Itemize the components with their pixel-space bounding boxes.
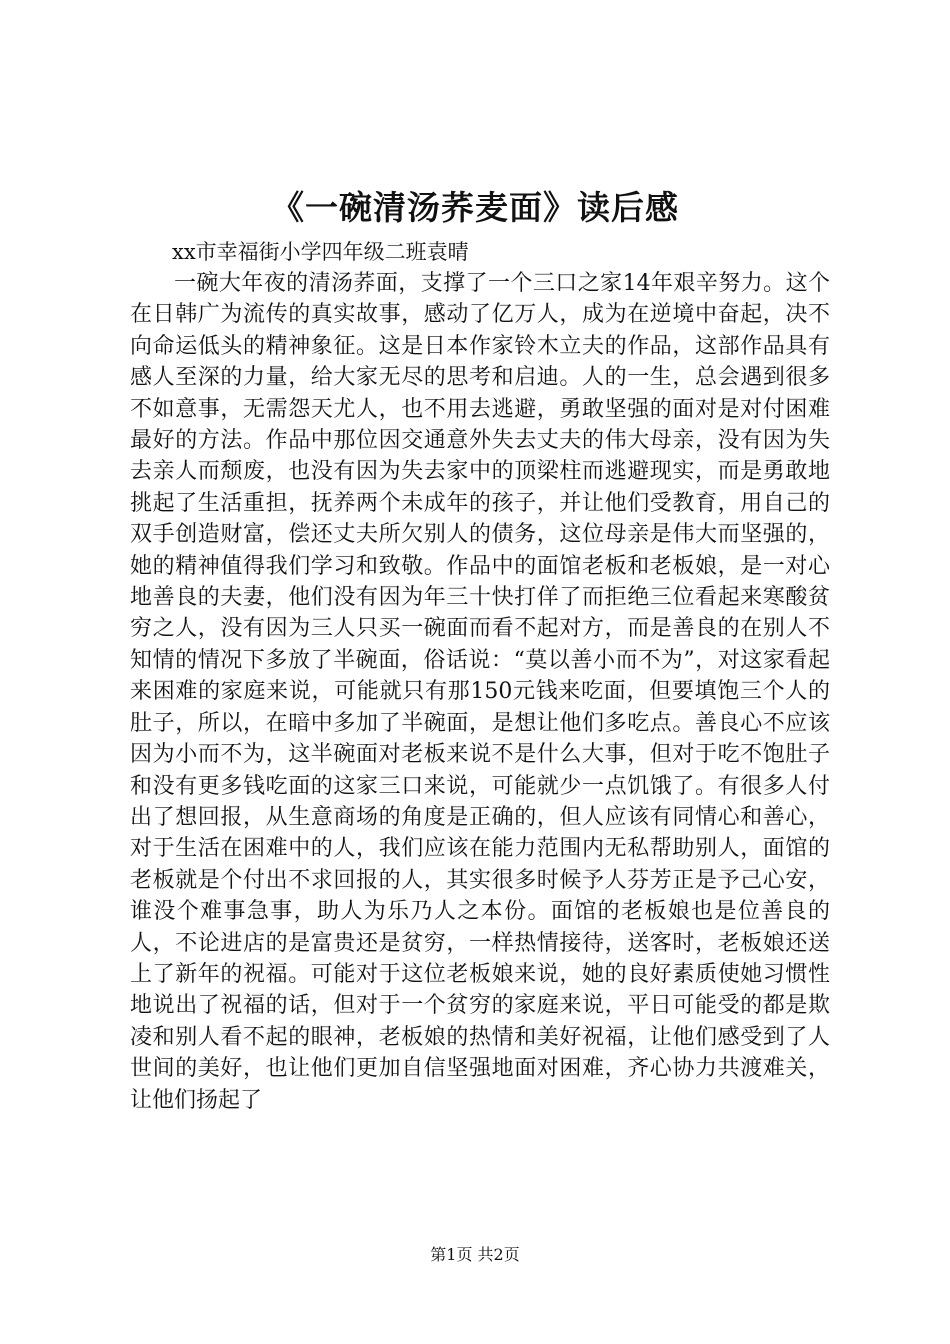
page-number: 第1页 共2页 [430,1245,520,1264]
author-line: xx市幸福街小学四年级二班袁晴 [172,240,469,264]
document-title: 《一碗清汤荞麦面》读后感 [271,188,679,227]
body-paragraph: 一碗大年夜的清汤荞面，支撑了一个三口之家14年艰辛努力。这个在日韩广为流传的真实故事，感动了亿万人，成为在逆境中奋起，决不向命运低头的精神象征。这是日本作家铃木立夫的作品，这部作品具有感人至深的力量，给大家无尽的思考和启迪。人的一生，总会遇到很多不如意事，无需怨天尤人，也不用去逃避，勇敢坚强的面对是对付困难最好的方法。作品中那位因交通意外失去丈夫的伟大母亲，没有因为失去亲人而颓废，也没有因为失去家中的顶梁柱而逃避现实，而是勇敢地挑起了生活重担，抚养两个未成年的孩子，并让他们受教育，用自己的双手创造财富，偿还丈夫所欠别人的债务，这位母亲是伟大而坚强的，她的精神值得我们学习和致敬。作品中的面馆老板和老板娘，是一对心地善良的夫妻，他们没有因为年三十快打佯了而拒绝三位看起来寒酸贫穷之人，没有因为三人只买一碗面而看不起对方，而是善良的在别人不知情的情况下多放了半碗面，俗话说：“莫以善小而不为”，对这家看起来困难的家庭来说，可能就只有那150元钱来吃面，但要填饱三个人的肚子，所以，在暗中多加了半碗面，是想让他们多吃点。善良心不应该因为小而不为，这半碗面对老板来说不是什么大事，但对于吃不饱肚子和没有更多钱吃面的这家三口来说，可能就少一点饥饿了。有很多人付出了想回报，从生意商场的角度是正确的，但人应该有同情心和善心，对于生活在困难中的人，我们应该在能力范围内无私帮助别人，面馆的老板就是个付出不求回报的人，其实很多时候予人芬芳正是予己心安，谁没个难事急事，助人为乐乃人之本份。面馆的老板娘也是位善良的人，不论进店的是富贵还是贫穷，一样热情接待，送客时，老板娘还送上了新年的祝福。可能对于这位老板娘来说，她的良好素质使她习惯性地说出了祝福的话，但对于一个贫穷的家庭来说，平日可能受的都是欺凌和别人看不起的眼神，老板娘的热情和美好祝福，让他们感受到了人世间的美好，也让他们更加自信坚强地面对困难，齐心协力共渡难关，让他们扬起了 [130,271,830,1113]
